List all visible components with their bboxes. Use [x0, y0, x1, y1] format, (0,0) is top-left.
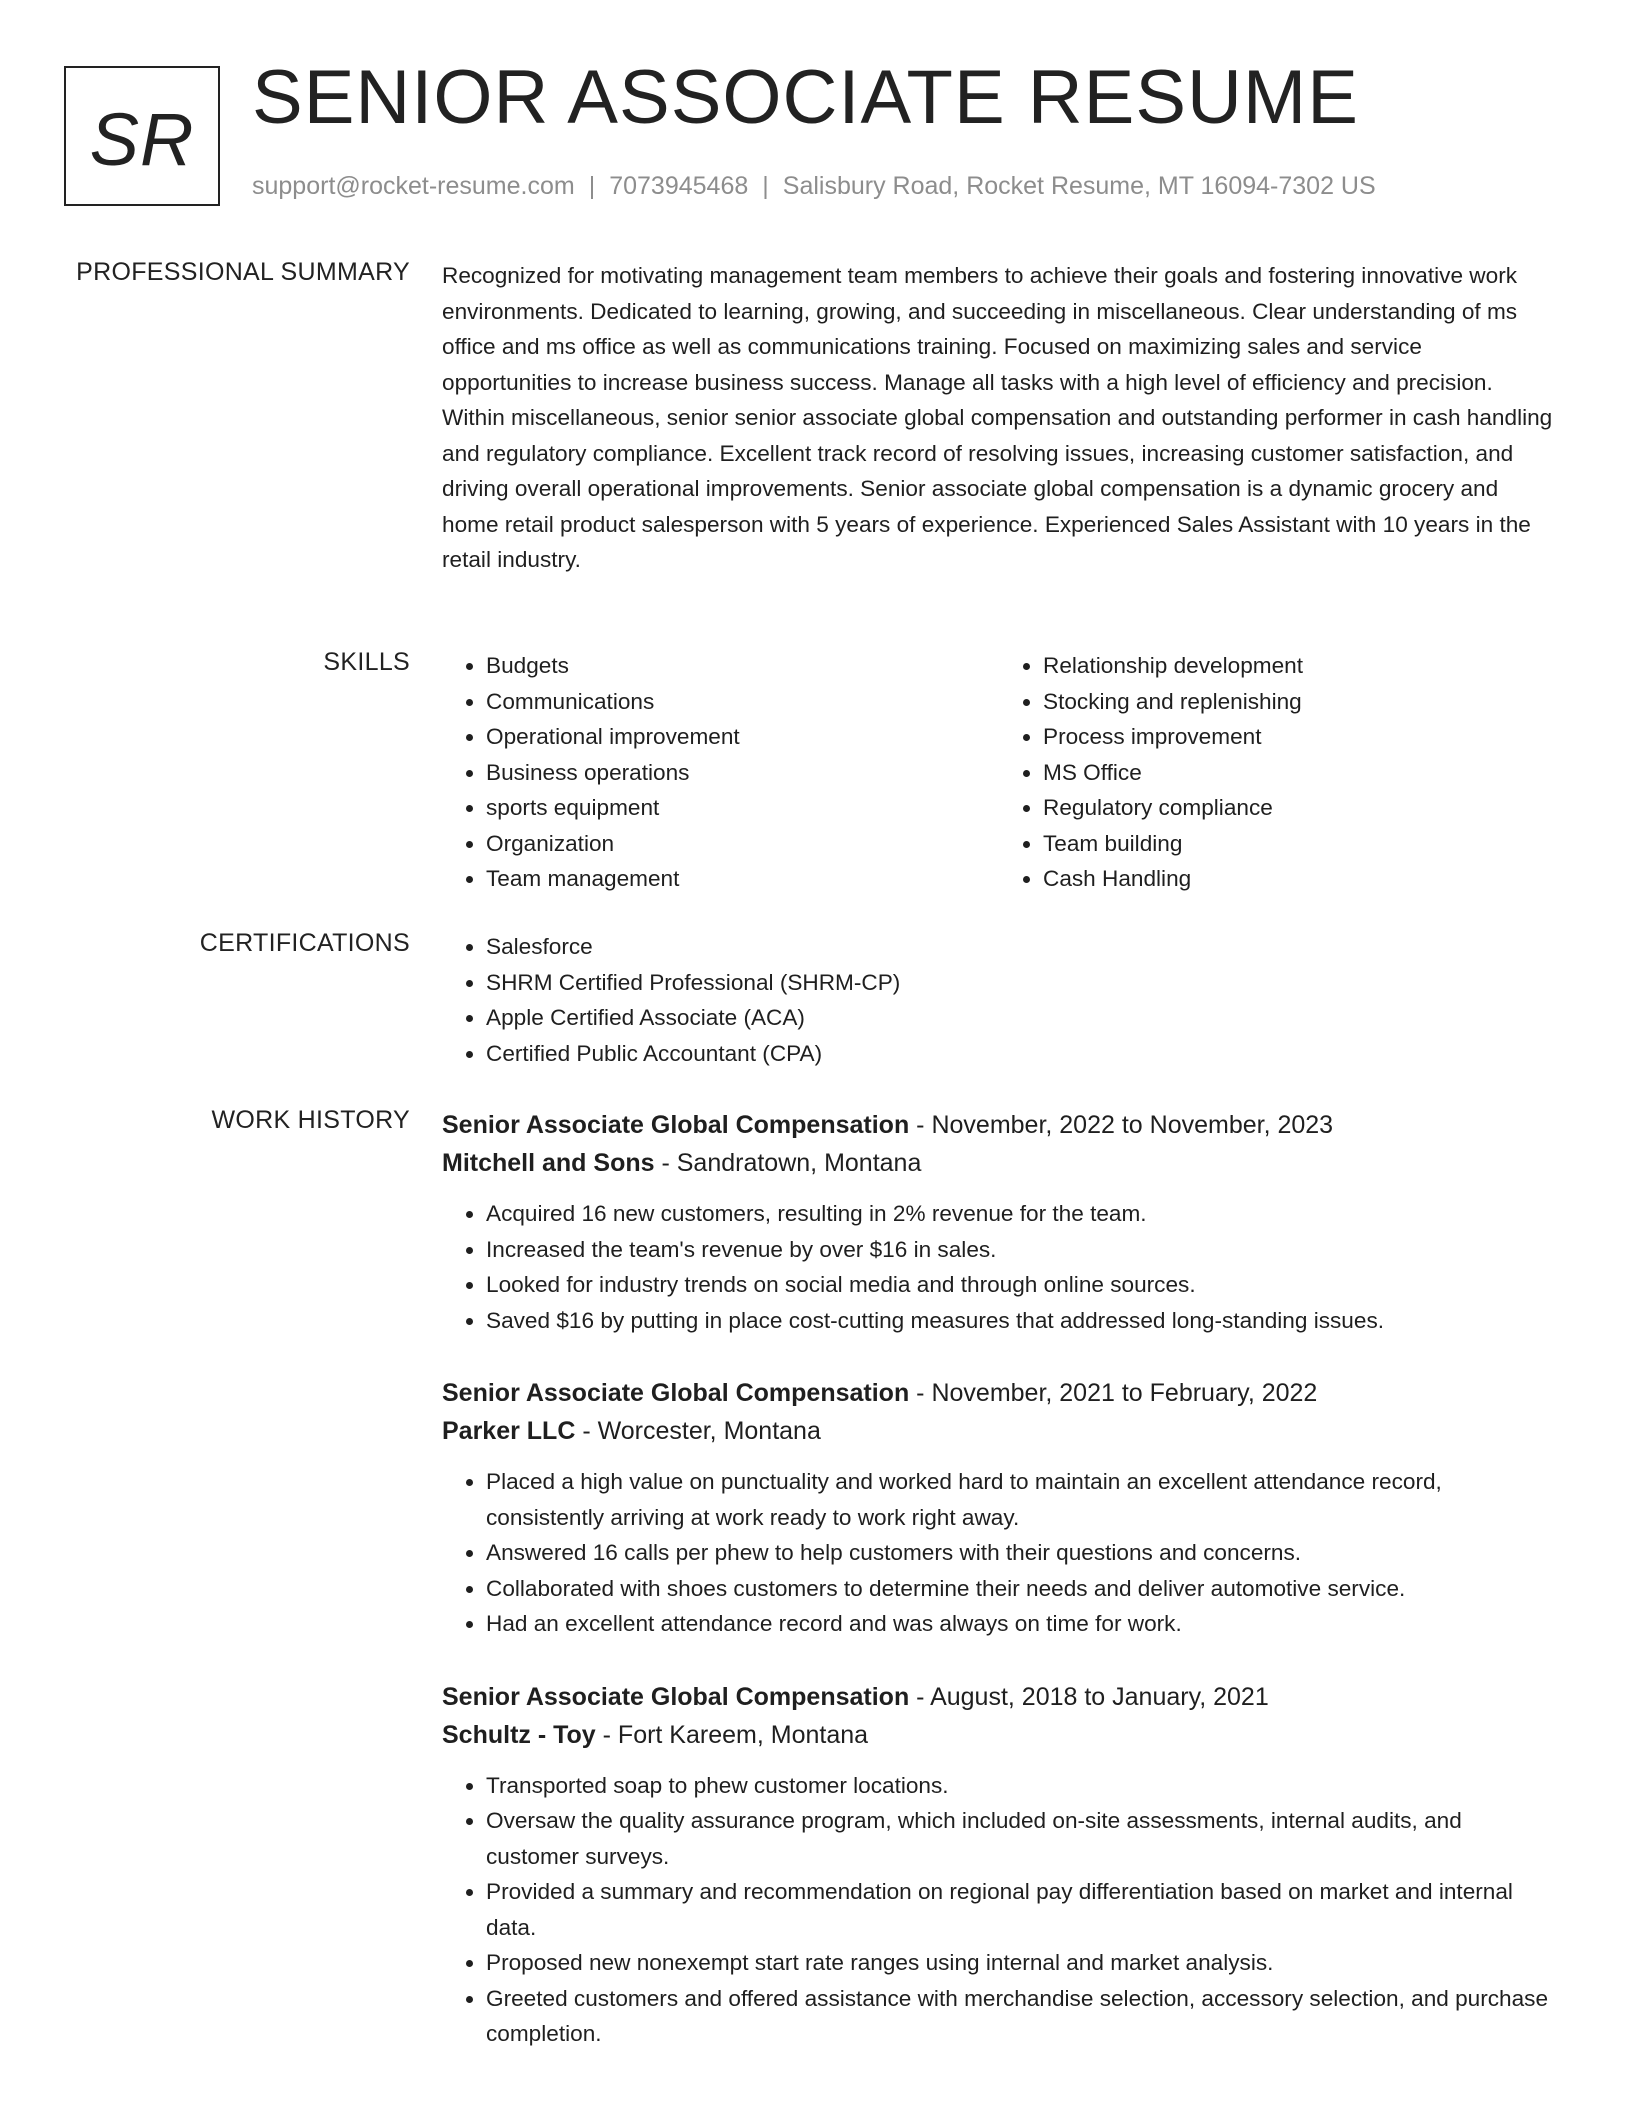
work-body — [442, 1106, 1556, 2088]
skills-list-left — [442, 648, 999, 897]
skill-item: • Stocking and replenishing — [1043, 684, 1556, 720]
job-dates: - November, 2021 to February, 2022 — [909, 1379, 1318, 1407]
job-bullet: • Collaborated with shoes customers to determine their needs and deliver automotive service. — [486, 1571, 1556, 1607]
job-bullet: • Acquired 16 new customers, resulting in 2% revenue for the team. — [486, 1196, 1556, 1232]
certification-item: • SHRM Certified Professional (SHRM-CP) — [486, 965, 1556, 1001]
skills-body — [442, 648, 1556, 897]
contact-phone[interactable]: 7073945468 — [609, 172, 749, 200]
job-company-line — [442, 1412, 1556, 1450]
job-company-line — [442, 1716, 1556, 1754]
work-title: WORK HISTORY — [211, 1106, 410, 1134]
job-bullets — [442, 1768, 1556, 2052]
job-company: Schultz - Toy — [442, 1720, 596, 1749]
job-bullet: • Answered 16 calls per phew to help customers with their questions and concerns. — [486, 1535, 1556, 1571]
job-dates: - November, 2022 to November, 2023 — [909, 1111, 1334, 1139]
job-entry — [442, 1106, 1556, 1338]
job-role: Senior Associate Global Compensation — [442, 1682, 910, 1711]
skills-title: SKILLS — [323, 648, 410, 676]
summary-text: Recognized for motivating management team members to achieve their goals and fostering innovative work environments. Dedicated to learning, growing, and succeeding in miscellaneous. Clear understanding of ms office and ms office as well as communications training. Focused on maximizing sales and service opportunities to increase business success. Manage all tasks with a high level of efficiency and precision. Within miscellaneous, senior senior associate global compensation and outstanding performer in cash handling and regulatory compliance. Excellent track record of resolving issues, increasing customer satisfaction, and driving overall operational improvements. Senior associate global compensation is a dynamic grocery and home retail product salesperson with 5 years of experience. Experienced Sales Assistant with 10 years in the retail industry. — [442, 263, 1553, 572]
job-role: Senior Associate Global Compensation — [442, 1111, 910, 1139]
skill-item: • Relationship development — [1043, 648, 1556, 684]
job-location: - Sandratown, Montana — [654, 1149, 922, 1177]
job-heading — [442, 1106, 1556, 1144]
job-bullet: • Greeted customers and offered assistance with merchandise selection, accessory selection, and purchase completion. — [486, 1981, 1556, 2052]
contact-separator: | — [588, 172, 596, 200]
job-entry — [442, 1374, 1556, 1642]
skill-item: • Team management — [486, 861, 999, 897]
certifications-list — [442, 929, 1556, 1071]
skill-item: • Operational improvement — [486, 719, 999, 755]
job-bullet: • Had an excellent attendance record and was always on time for work. — [486, 1606, 1556, 1642]
skill-item: • Budgets — [486, 648, 999, 684]
contact-line — [252, 172, 1376, 201]
certifications-title: CERTIFICATIONS — [199, 929, 410, 957]
summary-body — [442, 258, 1556, 578]
monogram-box — [64, 66, 220, 206]
job-heading — [442, 1374, 1556, 1412]
job-location: - Fort Kareem, Montana — [595, 1720, 869, 1749]
skill-item: • Organization — [486, 826, 999, 862]
job-dates: - August, 2018 to January, 2021 — [909, 1682, 1269, 1711]
skill-item: • MS Office — [1043, 755, 1556, 791]
job-bullet: • Increased the team's revenue by over $16 in sales. — [486, 1232, 1556, 1268]
skill-item: • Communications — [486, 684, 999, 720]
skill-item: • Process improvement — [1043, 719, 1556, 755]
job-bullet: • Proposed new nonexempt start rate ranges using internal and market analysis. — [486, 1945, 1556, 1981]
contact-separator: | — [762, 172, 769, 200]
certification-item: • Apple Certified Associate (ACA) — [486, 1000, 1556, 1036]
certification-item: • Salesforce — [486, 929, 1556, 965]
skill-item: • Cash Handling — [1043, 861, 1556, 897]
job-company-line — [442, 1144, 1556, 1182]
skill-item: • Team building — [1043, 826, 1556, 862]
job-entry — [442, 1678, 1556, 2052]
skill-item: • sports equipment — [486, 790, 999, 826]
job-bullets — [442, 1464, 1556, 1642]
job-role: Senior Associate Global Compensation — [442, 1379, 910, 1407]
job-bullet: • Placed a high value on punctuality and worked hard to maintain an excellent attendance record, consistently arriving at work ready to work right away. — [486, 1464, 1556, 1535]
job-bullet: • Transported soap to phew customer locations. — [486, 1768, 1556, 1804]
job-bullet: • Oversaw the quality assurance program, which included on-site assessments, internal audits, and customer surveys. — [486, 1803, 1556, 1874]
job-bullets — [442, 1196, 1556, 1338]
job-location: - Worcester, Montana — [575, 1417, 821, 1445]
resume-title: SENIOR ASSOCIATE RESUME — [252, 55, 1359, 140]
contact-address: Salisbury Road, Rocket Resume, MT 16094-7302 US — [782, 172, 1376, 200]
skill-item: • Regulatory compliance — [1043, 790, 1556, 826]
skill-item: • Business operations — [486, 755, 999, 791]
job-heading — [442, 1678, 1556, 1716]
job-bullet: • Saved $16 by putting in place cost-cutting measures that addressed long-standing issues. — [486, 1303, 1556, 1339]
job-bullet: • Provided a summary and recommendation on regional pay differentiation based on market and internal data. — [486, 1874, 1556, 1945]
summary-title: PROFESSIONAL SUMMARY — [76, 258, 410, 286]
certifications-body — [442, 929, 1556, 1071]
job-bullet: • Looked for industry trends on social media and through online sources. — [486, 1267, 1556, 1303]
monogram-initials: SR — [89, 97, 195, 181]
job-company: Parker LLC — [442, 1417, 576, 1445]
contact-email[interactable]: support@rocket-resume.com — [252, 172, 575, 200]
skills-list-right — [999, 648, 1556, 897]
certification-item: • Certified Public Accountant (CPA) — [486, 1036, 1556, 1072]
job-company: Mitchell and Sons — [442, 1149, 655, 1177]
